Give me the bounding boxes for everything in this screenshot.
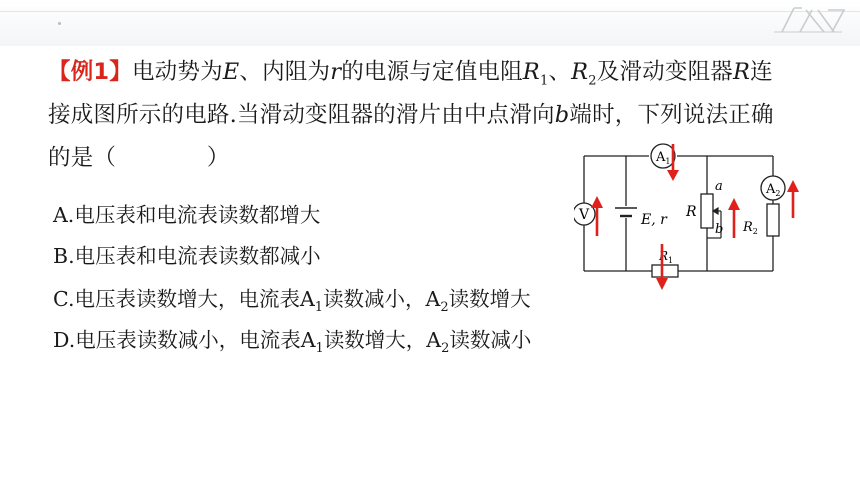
question-line-2: 接成图所示的电路.当滑动变阻器的滑片由中点滑向b端时，下列说法正确 — [48, 102, 774, 128]
terminal-a-label: a — [715, 179, 723, 194]
arrow-up-a2-icon — [787, 180, 799, 218]
source-label: E, r — [641, 212, 667, 228]
resistor-r2-label: $R_2$ — [743, 220, 758, 236]
question-line-1: 【例1】电动势为E、内阻为r的电源与定值电阻$R_1$、$R_2$及滑动变阻器R连 — [48, 59, 773, 89]
rheostat-icon — [701, 194, 713, 228]
header-band — [0, 0, 860, 46]
resistor-r1-icon — [652, 265, 678, 277]
brand-logo-icon — [772, 2, 850, 36]
resistor-r2-icon — [767, 204, 779, 236]
option-b: B.电压表和电流表读数都减小 — [53, 244, 321, 268]
arrow-up-rheostat-icon — [728, 198, 740, 238]
option-a: A.电压表和电流表读数都增大 — [53, 203, 321, 227]
answer-blank — [116, 145, 207, 171]
circuit-diagram — [574, 138, 814, 298]
rheostat-label: R — [686, 204, 697, 220]
resistor-r1-label: $R_1$ — [659, 249, 674, 265]
terminal-b-label: b — [715, 222, 724, 237]
ammeter-a2-label: $A_2$ — [766, 182, 781, 198]
voltmeter-label: V — [579, 207, 590, 223]
example-tag: 【例1】 — [48, 59, 132, 85]
ammeter-a1-label: $A_1$ — [656, 150, 671, 166]
header-dot — [58, 22, 61, 25]
header-rule — [0, 11, 860, 12]
option-d: D.电压表读数减小，电流表$A_1$读数增大，$A_2$读数减小 — [53, 328, 532, 357]
option-c: C.电压表读数增大，电流表$A_1$读数减小，$A_2$读数增大 — [53, 287, 531, 316]
question-line-3: 的是（ ） — [48, 145, 230, 171]
